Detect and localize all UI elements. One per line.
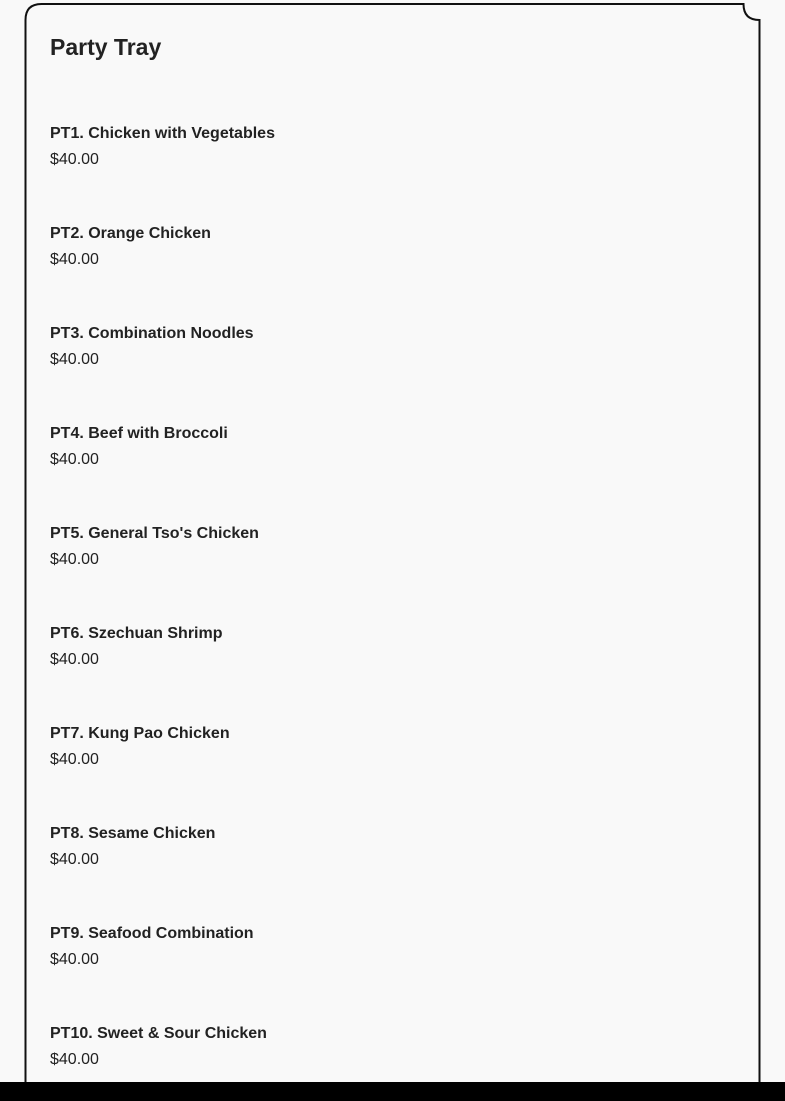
menu-item-price: $40.00 [50, 751, 99, 768]
menu-item-name[interactable]: PT3. Combination Noodles [50, 325, 254, 342]
menu-item-name[interactable]: PT4. Beef with Broccoli [50, 425, 228, 442]
menu-item[interactable] [50, 424, 275, 524]
menu-item[interactable] [50, 824, 275, 924]
menu-item[interactable] [50, 124, 275, 224]
menu-item-price: $40.00 [50, 151, 99, 168]
menu-item[interactable] [50, 1024, 275, 1082]
menu-item[interactable] [50, 924, 275, 1024]
menu-item-price: $40.00 [50, 251, 99, 268]
menu-item-list [50, 124, 275, 1082]
menu-item[interactable] [50, 524, 275, 624]
menu-item-name[interactable]: PT8. Sesame Chicken [50, 825, 216, 842]
menu-item-name[interactable]: PT1. Chicken with Vegetables [50, 125, 275, 142]
menu-item-name[interactable]: PT5. General Tso's Chicken [50, 525, 259, 542]
menu-item-price: $40.00 [50, 1051, 99, 1068]
menu-item-name[interactable]: PT9. Seafood Combination [50, 925, 254, 942]
menu-item-name[interactable]: PT7. Kung Pao Chicken [50, 725, 230, 742]
menu-item-name[interactable]: PT2. Orange Chicken [50, 225, 211, 242]
menu-item[interactable] [50, 224, 275, 324]
menu-item-price: $40.00 [50, 351, 99, 368]
menu-item-price: $40.00 [50, 851, 99, 868]
menu-item[interactable] [50, 324, 275, 424]
menu-item-price: $40.00 [50, 651, 99, 668]
menu-item-price: $40.00 [50, 951, 99, 968]
menu-item-price: $40.00 [50, 451, 99, 468]
menu-item[interactable] [50, 624, 275, 724]
menu-section [26, 4, 759, 1082]
menu-item-name[interactable]: PT10. Sweet & Sour Chicken [50, 1025, 267, 1042]
section-title: Party Tray [50, 34, 162, 60]
system-navigation-bar [0, 1082, 785, 1101]
menu-item-name[interactable]: PT6. Szechuan Shrimp [50, 625, 223, 642]
menu-item[interactable] [50, 724, 275, 824]
menu-item-price: $40.00 [50, 551, 99, 568]
